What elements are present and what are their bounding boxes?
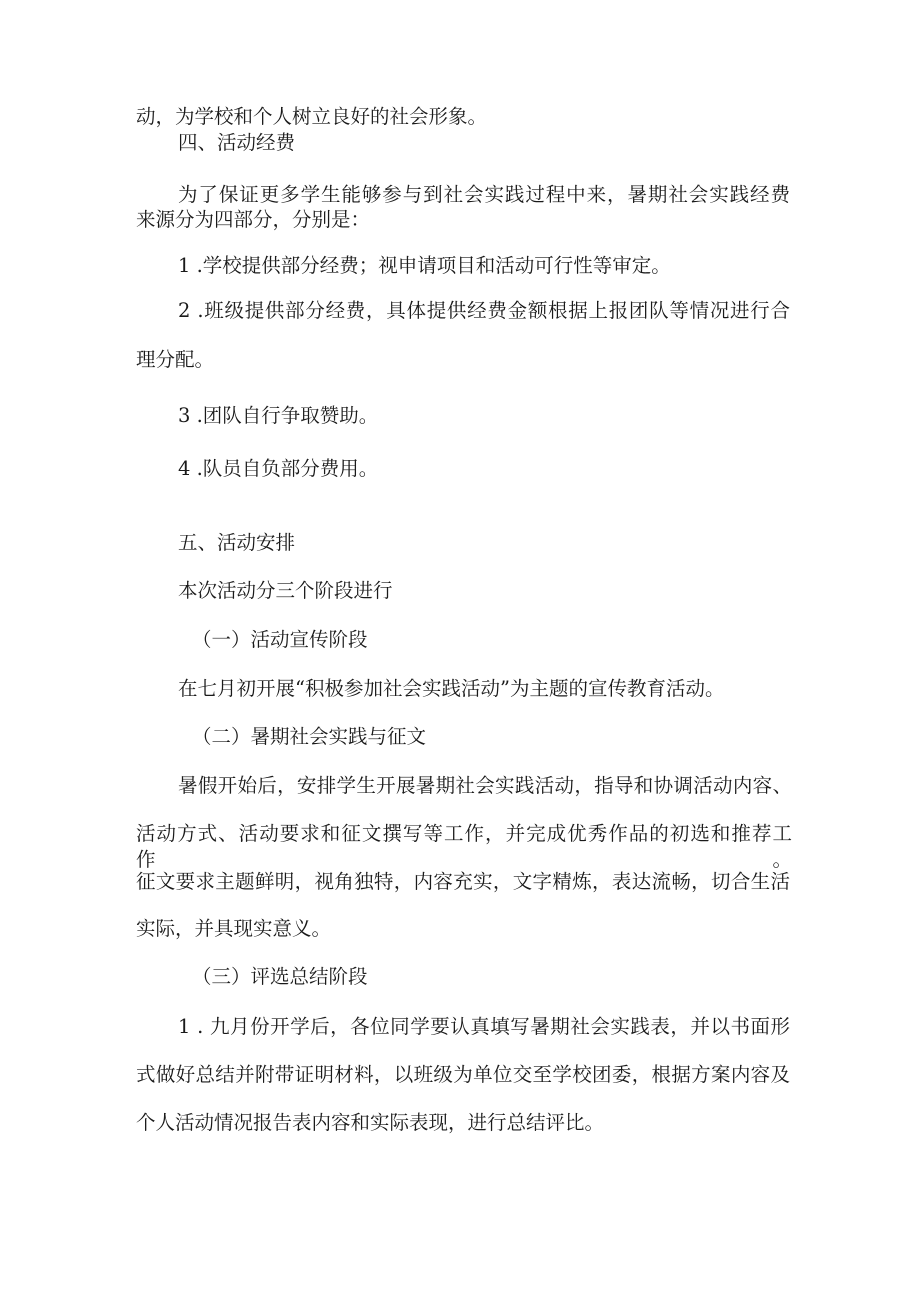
list-item: 4 .队员自负部分费用。 [178,457,379,480]
list-item: 3 .团队自行争取赞助。 [178,404,379,427]
list-item: 2 .班级提供部分经费，具体提供经费金额根据上报团队等情况进行合 [178,299,790,322]
list-item: 1 . 九月份开学后，各位同学要认真填写暑期社会实践表，并以书面形 [178,1015,790,1038]
list-item-continuation: 个人活动情况报告表内容和实际表现，进行总结评比。 [136,1111,605,1134]
body-text-line: 动，为学校和个人树立良好的社会形象。 [136,105,488,128]
list-item: 1 .学校提供部分经费；视申请项目和活动可行性等审定。 [178,254,671,277]
paragraph-line: 暑假开始后，安排学生开展暑期社会实践活动，指导和协调活动内容、 [178,774,792,797]
paragraph-line: 为了保证更多学生能够参与到社会实践过程中来，暑期社会实践经费 [178,183,790,206]
paragraph-line: 征文要求主题鲜明，视角独特，内容充实，文字精炼，表达流畅，切合生活 [136,870,790,893]
subsection-heading: （一）活动宣传阶段 [192,628,368,651]
paragraph-line: 来源分为四部分，分别是： [136,208,371,231]
list-item-continuation: 理分配。 [136,348,215,371]
paragraph-line: 实际，并具现实意义。 [136,917,332,940]
paragraph-line: 在七月初开展“积极参加社会实践活动”为主题的宣传教育活动。 [178,677,725,700]
subsection-heading: （三）评选总结阶段 [192,965,368,988]
section-heading: 四、活动经费 [178,131,296,154]
section-heading: 五、活动安排 [178,531,296,554]
paragraph-line: 活动方式、活动要求和征文撰写等工作，并完成优秀作品的初选和推荐工作。 [136,822,792,871]
list-item-continuation: 式做好总结并附带证明材料，以班级为单位交至学校团委，根据方案内容及 [136,1063,790,1086]
subsection-heading: （二）暑期社会实践与征文 [192,725,427,748]
paragraph-line: 本次活动分三个阶段进行 [178,579,393,602]
